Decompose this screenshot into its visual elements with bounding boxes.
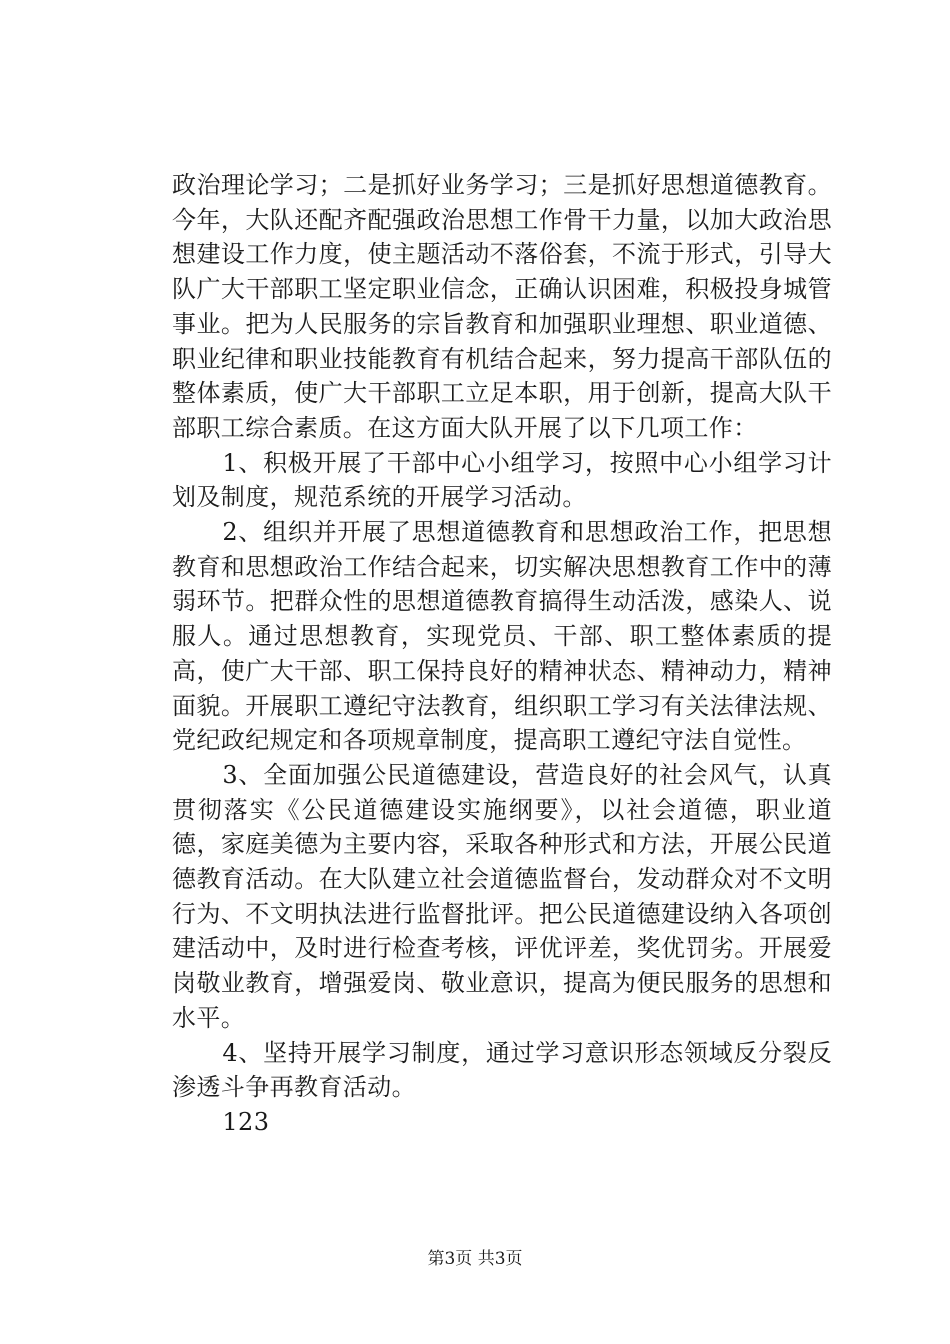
paragraph-trailing-number: 123 (222, 1107, 270, 1136)
paragraph-item-2: 2、组织并开展了思想道德教育和思想政治工作，把思想教育和思想政治工作结合起来，切实解决思想教育工作中的薄弱环节。把群众性的思想道德教育搞得生动活泼，感染人、说服人。通过思想教育，实现党员、干部、职工整体素质的提高，使广大干部、职工保持良好的精神状态、精神动力，精神面貌。开展职工遵纪守法教育，组织职工学习有关法律法规、党纪政纪规定和各项规章制度，提高职工遵纪守法自觉性。 (172, 518, 832, 755)
paragraph-item-3: 3、全面加强公民道德建设，营造良好的社会风气，认真贯彻落实《公民道德建设实施纲要》，以社会道德，职业道德，家庭美德为主要内容，采取各种形式和方法，开展公民道德教育活动。在大队建立社会道德监督台，发动群众对不文明行为、不文明执法进行监督批评。把公民道德建设纳入各项创建活动中，及时进行检查考核，评优评差，奖优罚劣。开展爱岗敬业教育，增强爱岗、敬业意识，提高为便民服务的思想和水平。 (172, 760, 832, 1032)
paragraph-item-1: 1、积极开展了干部中心小组学习，按照中心小组学习计划及制度，规范系统的开展学习活动。 (172, 448, 832, 512)
page-footer: 第3页 共3页 (427, 1249, 523, 1269)
paragraph-continuation: 政治理论学习；二是抓好业务学习；三是抓好思想道德教育。今年，大队还配齐配强政治思想工作骨干力量，以加大政治思想建设工作力度，使主题活动不落俗套，不流于形式，引导大队广大干部职工坚定职业信念，正确认识困难，积极投身城管事业。把为人民服务的宗旨教育和加强职业理想、职业道德、职业纪律和职业技能教育有机结合起来，努力提高干部队伍的整体素质，使广大干部职工立足本职，用于创新，提高大队干部职工综合素质。在这方面大队开展了以下几项工作： (172, 171, 832, 442)
paragraph-item-4: 4、坚持开展学习制度，通过学习意识形态领域反分裂反渗透斗争再教育活动。 (172, 1038, 832, 1102)
document-body (172, 168, 832, 1140)
